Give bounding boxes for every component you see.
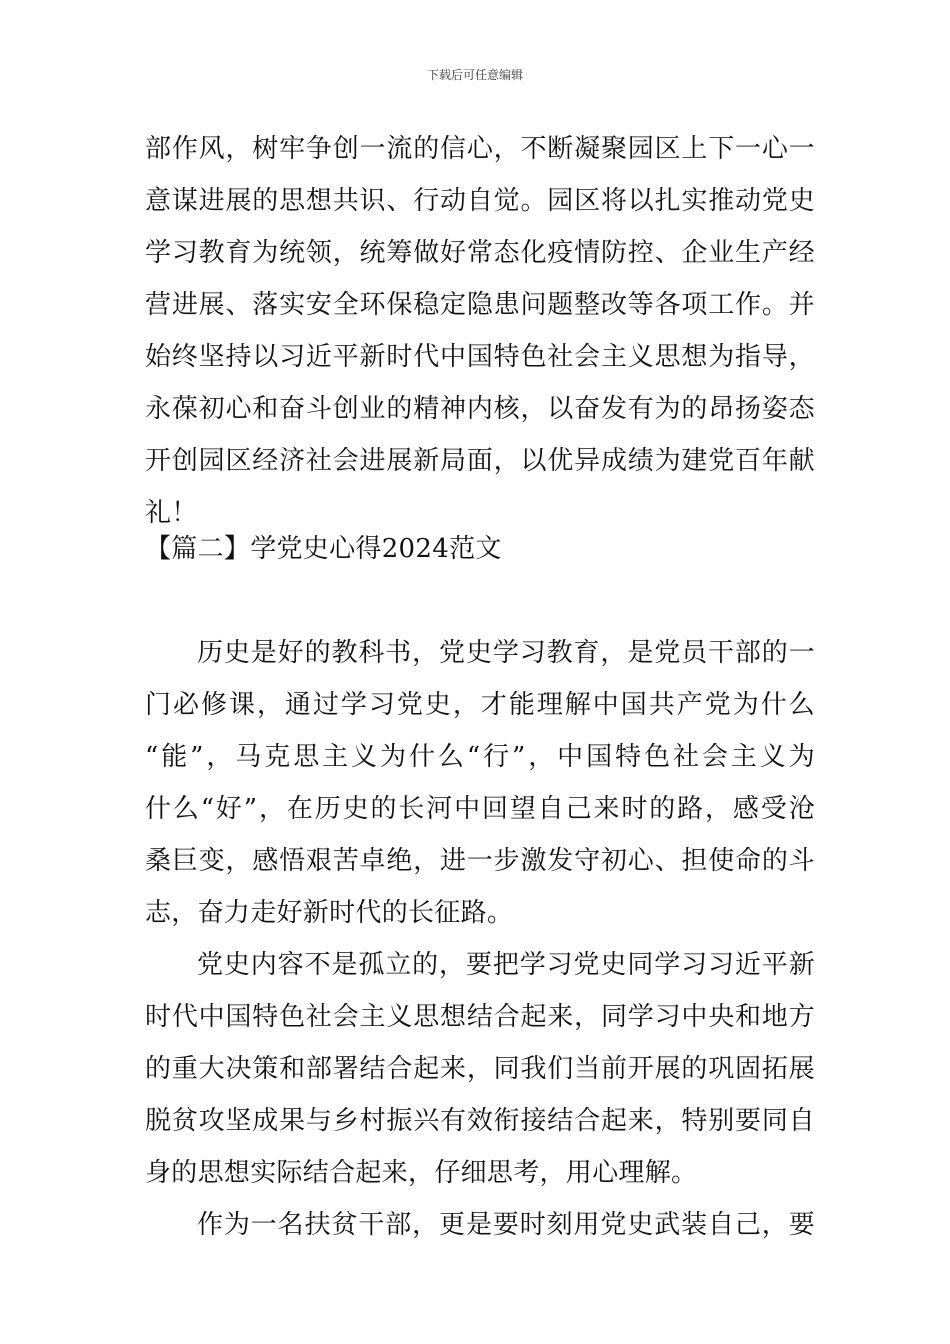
paragraph-line: 脱贫攻坚成果与乡村振兴有效衔接结合起来，特别要同自 <box>145 1106 815 1136</box>
paragraph-line: 开创园区经济社会进展新局面，以优异成绩为建党百年献 <box>145 446 815 476</box>
paragraph-line: 的重大决策和部署结合起来，同我们当前开展的巩固拓展 <box>145 1054 815 1084</box>
header-note: 下载后可任意编辑 <box>426 68 523 82</box>
paragraph-line: 门必修课，通过学习党史，才能理解中国共产党为什么 <box>145 690 815 720</box>
paragraph-line: 营进展、落实安全环保稳定隐患问题整改等各项工作。并 <box>145 290 815 320</box>
paragraph-line: 学习教育为统领，统筹做好常态化疫情防控、企业生产经 <box>145 238 815 268</box>
section-heading: 【篇二】学党史心得2024范文 <box>145 534 502 564</box>
paragraph-line: 永葆初心和奋斗创业的精神内核，以奋发有为的昂扬姿态 <box>145 394 815 424</box>
paragraph-line: 桑巨变，感悟艰苦卓绝，进一步激发守初心、担使命的斗 <box>145 846 815 876</box>
paragraph-line: 党史内容不是孤立的，要把学习党史同学习习近平新 <box>197 950 815 980</box>
paragraph-line: 礼！ <box>145 498 198 528</box>
paragraph-line: 历史是好的教科书，党史学习教育，是党员干部的一 <box>197 638 815 668</box>
paragraph-line: 部作风，树牢争创一流的信心，不断凝聚园区上下一心一 <box>145 134 815 164</box>
paragraph-line: 志，奋力走好新时代的长征路。 <box>145 898 514 928</box>
paragraph-line: 作为一名扶贫干部，更是要时刻用党史武装自己，要 <box>197 1210 815 1240</box>
paragraph-line: “能”，马克思主义为什么“行”，中国特色社会主义为 <box>145 742 815 772</box>
paragraph-line: 什么“好”，在历史的长河中回望自己来时的路，感受沧 <box>145 794 815 824</box>
paragraph-line: 身的思想实际结合起来，仔细思考，用心理解。 <box>145 1158 698 1188</box>
paragraph-line: 始终坚持以习近平新时代中国特色社会主义思想为指导， <box>145 342 815 372</box>
paragraph-line: 意谋进展的思想共识、行动自觉。园区将以扎实推动党史 <box>145 186 815 216</box>
paragraph-line: 时代中国特色社会主义思想结合起来，同学习中央和地方 <box>145 1002 815 1032</box>
